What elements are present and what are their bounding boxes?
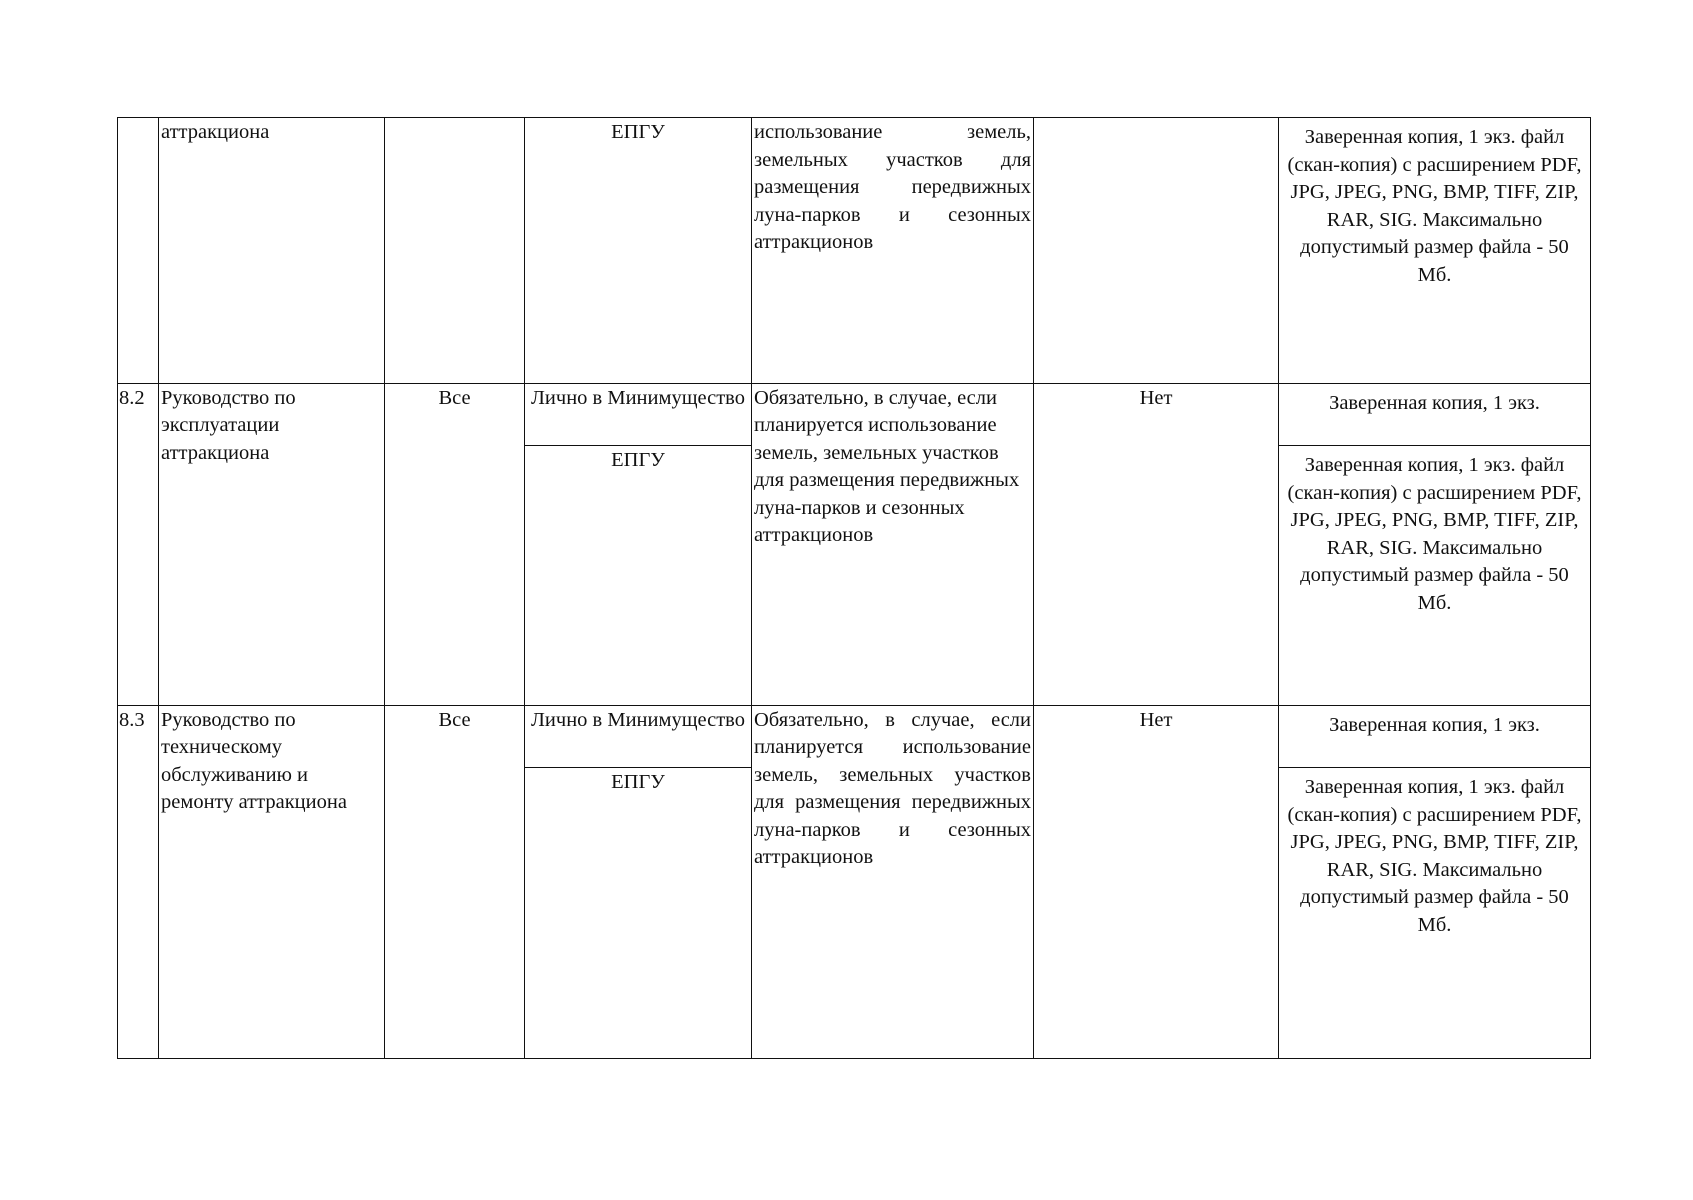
document-name: аттракциона: [159, 118, 385, 384]
submission-method: ЕПГУ: [525, 118, 752, 384]
document-form-electronic: Заверенная копия, 1 экз. файл (скан-копия) с расширением PDF, JPG, JPEG, PNG, BMP, TIFF, ZIP, RAR, SIG. Максимально допустимый размер файла - 50 Мб.: [1279, 768, 1591, 1059]
return-flag: [1034, 118, 1279, 384]
requirements-table: [117, 117, 1591, 1059]
return-flag: Нет: [1034, 383, 1279, 705]
submission-condition: Обязательно, в случае, если планируется использование земель, земельных участков для размещения передвижных луна-парков и сезонных аттракционов: [752, 705, 1034, 1058]
document-name: Руководство по эксплуатации аттракциона: [159, 383, 385, 705]
submission-method-in-person: Лично в Минимущество: [525, 383, 752, 445]
row-number: 8.3: [118, 705, 159, 1058]
applicant-category: Все: [385, 383, 525, 705]
table-row: [118, 705, 1591, 767]
document-form-paper: Заверенная копия, 1 экз.: [1279, 383, 1591, 445]
submission-method-epgu: ЕПГУ: [525, 768, 752, 1059]
document-form-electronic: Заверенная копия, 1 экз. файл (скан-копия) с расширением PDF, JPG, JPEG, PNG, BMP, TIFF, ZIP, RAR, SIG. Максимально допустимый размер файла - 50 Мб.: [1279, 446, 1591, 706]
applicant-category: [385, 118, 525, 384]
submission-condition: использование земель, земельных участков для размещения передвижных луна-парков и сезонных аттракционов: [752, 118, 1034, 384]
applicant-category: Все: [385, 705, 525, 1058]
document-form: Заверенная копия, 1 экз. файл (скан-копия) с расширением PDF, JPG, JPEG, PNG, BMP, TIFF, ZIP, RAR, SIG. Максимально допустимый размер файла - 50 Мб.: [1279, 118, 1591, 384]
table-row: [118, 118, 1591, 384]
submission-method-epgu: ЕПГУ: [525, 446, 752, 706]
table-row: [118, 383, 1591, 445]
row-number: [118, 118, 159, 384]
document-form-paper: Заверенная копия, 1 экз.: [1279, 705, 1591, 767]
submission-condition: Обязательно, в случае, если планируется использование земель, земельных участков для размещения передвижных луна-парков и сезонных аттракционов: [752, 383, 1034, 705]
return-flag: Нет: [1034, 705, 1279, 1058]
document-name: Руководство по техническому обслуживанию и ремонту аттракциона: [159, 705, 385, 1058]
row-number: 8.2: [118, 383, 159, 705]
submission-method-in-person: Лично в Минимущество: [525, 705, 752, 767]
document-table-container: [117, 117, 1590, 1059]
